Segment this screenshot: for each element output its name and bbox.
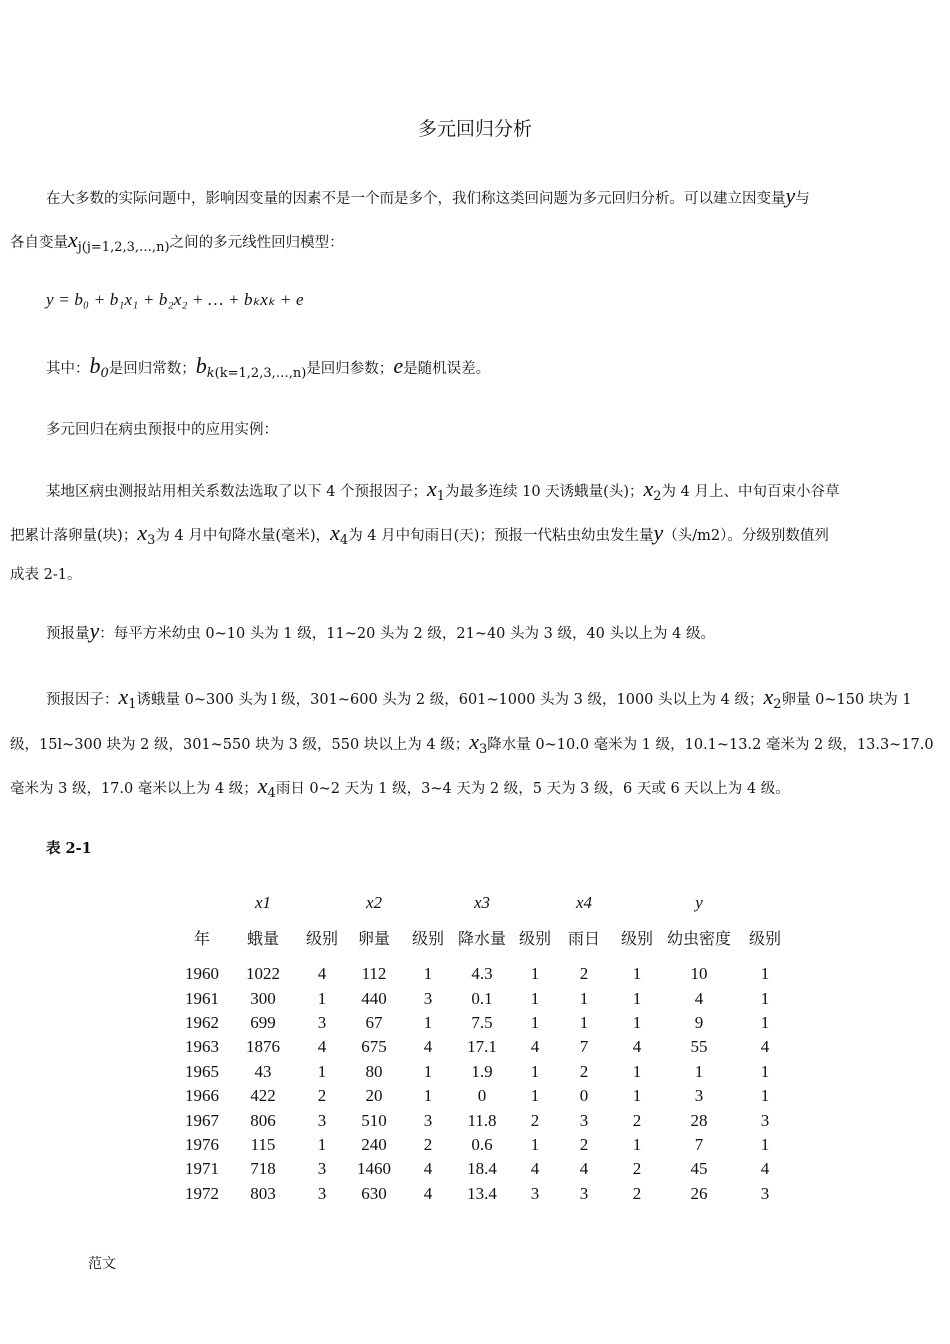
intro-text: 在大多数的实际问题中，影响因变量的因素不是一个而是多个，我们称这类回问题为多元回归分析。可以建立因变量 [46, 191, 786, 207]
example-text: 为 4 月中旬降水量(毫米)， [155, 528, 331, 544]
table-cell: 1 [632, 1061, 642, 1081]
table-cell: 718 [250, 1159, 276, 1179]
table-cell: 4 [579, 1159, 589, 1179]
table-cell: 1 [530, 1134, 540, 1154]
table-cell: 3 [317, 1110, 327, 1130]
table-row [176, 1108, 798, 1132]
table-cell: 440 [361, 988, 387, 1008]
var-bk-subscript: k [206, 366, 215, 381]
intro-text: 各自变量 [10, 235, 68, 251]
table-cell: 7 [694, 1134, 704, 1154]
e-description: 是随机误差。 [403, 361, 491, 377]
table-cell: 2 [632, 1183, 642, 1203]
subscript: 3 [479, 742, 488, 757]
table-cell: 11.8 [467, 1110, 497, 1130]
example-text: 把累计落卵量(块)； [10, 528, 138, 544]
table-cell: 1 [530, 988, 540, 1008]
table-cell [298, 890, 346, 916]
table-cell: 1 [530, 964, 540, 984]
table-cell: 3 [760, 1110, 770, 1130]
example-text: 某地区病虫测报站用相关系数法选取了以下 4 个预报因子； [46, 484, 427, 500]
table-cell: 1 [530, 1061, 540, 1081]
factors-text: 毫米为 3 级，17.0 毫米以上为 4 级； [10, 781, 258, 797]
factors-label: 预报因子： [46, 692, 119, 708]
forecast-line [46, 620, 715, 645]
var-b: b [89, 353, 101, 378]
table-cell: 3 [579, 1110, 589, 1130]
table-cell: 降水量 [457, 929, 506, 948]
table-row [176, 962, 798, 986]
example-text: 为 4 月上、中旬百束小谷草 [661, 484, 840, 500]
table-cell: 4 [423, 1183, 433, 1203]
table-cell: 26 [690, 1183, 708, 1203]
table-cell: 1965 [185, 1061, 219, 1081]
table-cell: 7 [579, 1037, 589, 1057]
table-cell: 1022 [246, 964, 280, 984]
table-cell: 4 [632, 1037, 642, 1057]
factors-text: 级，15l~300 块为 2 级，301~550 块为 3 级，550 块以上为 4 级； [10, 737, 470, 753]
table-cell: 699 [250, 1012, 276, 1032]
table-cell: 1971 [185, 1159, 219, 1179]
example-line-3: 成表 2-1。 [10, 567, 82, 583]
subscript: 3 [147, 533, 156, 548]
table-cell: 1 [317, 1134, 327, 1154]
table-cell: 0 [477, 1086, 487, 1106]
var-b0-subscript: 0 [100, 366, 109, 381]
table-cell: 4 [760, 1037, 770, 1057]
table-cell: 0.1 [471, 988, 493, 1008]
subscript: 1 [128, 697, 137, 712]
example-line-2 [10, 522, 829, 552]
var-b: b [195, 353, 207, 378]
intro-text-end: 之间的多元线性回归模型： [169, 235, 344, 251]
table-cell: 1 [317, 988, 327, 1008]
table-cell [608, 890, 666, 916]
regression-formula: y = b₀ + b₁x₁ + b₂x₂ + … + bₖxₖ + e [46, 290, 304, 309]
factors-line-1 [46, 686, 912, 716]
table-cell: 2 [530, 1110, 540, 1130]
table-cell: 1 [632, 1086, 642, 1106]
table-cell: 1 [632, 988, 642, 1008]
subscript: 2 [773, 697, 782, 712]
table-cell: 2 [423, 1134, 433, 1154]
table-cell: 4 [423, 1159, 433, 1179]
table-cell: 1976 [185, 1134, 219, 1154]
table-row [176, 1157, 798, 1181]
factors-text: 诱蛾量 0~300 头为 l 级，301~600 头为 2 级，601~1000 头为 3 级，1000 头以上为 4 级； [136, 692, 764, 708]
factors-line-3 [10, 775, 790, 805]
table-row [176, 1011, 798, 1035]
table-cell: x1 [254, 893, 272, 912]
factors-text: 降水量 0~10.0 毫米为 1 级，10.1~13.2 毫米为 2 级，13.3~17.0 [487, 737, 934, 753]
table-cell: 1972 [185, 1183, 219, 1203]
definitions-line [46, 355, 490, 385]
table-caption: 表 2-1 [46, 840, 92, 857]
intro-line-2 [10, 229, 344, 259]
table-cell: 4 [317, 964, 327, 984]
table-cell: 级别 [305, 929, 338, 948]
table-cell: x4 [575, 893, 593, 912]
forecast-label: 预报量 [46, 626, 90, 642]
table-cell: y [695, 893, 703, 912]
table-cell: 1 [530, 1086, 540, 1106]
bk-range: (k=1,2,3,…,n) [214, 366, 307, 381]
table-cell: 806 [250, 1110, 276, 1130]
var-e: e [393, 353, 404, 378]
table-cell: 1 [760, 1061, 770, 1081]
table-cell: 卵量 [357, 929, 390, 948]
table-cell: 18.4 [467, 1159, 497, 1179]
table-cell: 4 [317, 1037, 327, 1057]
table-row [176, 1035, 798, 1059]
var-y: y [89, 618, 100, 643]
table-cell: 240 [361, 1134, 387, 1154]
table-cell: 2 [632, 1110, 642, 1130]
table-cell: 1962 [185, 1012, 219, 1032]
table-cell: 4 [423, 1037, 433, 1057]
table-cell: 45 [690, 1159, 708, 1179]
table-cell: 112 [361, 964, 387, 984]
intro-text-end: 与 [795, 191, 810, 207]
table-cell: 3 [423, 988, 433, 1008]
table-cell: 1 [579, 1012, 589, 1032]
footer-text: 范文 [88, 1256, 116, 1272]
table-cell: 2 [579, 1134, 589, 1154]
var-x1: x [426, 476, 437, 501]
table-cell: 2 [579, 1061, 589, 1081]
table-cell: 0.6 [471, 1134, 493, 1154]
table-cell: 1 [632, 964, 642, 984]
table-cell: 3 [317, 1159, 327, 1179]
table-cell: 1 [632, 1134, 642, 1154]
table-row [176, 1084, 798, 1108]
forecast-text: ：每平方米幼虫 0~10 头为 1 级，11~20 头为 2 级，21~40 头为 3 级，40 头以上为 4 级。 [99, 626, 715, 642]
table-cell: 422 [250, 1086, 276, 1106]
table-cell: 7.5 [471, 1012, 493, 1032]
table-cell: 年 [193, 929, 210, 948]
table-cell: 675 [361, 1037, 387, 1057]
var-x2: x [643, 476, 654, 501]
application-heading: 多元回归在病虫预报中的应用实例： [46, 422, 278, 438]
table-cell: 雨日 [567, 929, 600, 948]
var-x4: x [257, 773, 268, 798]
table-cell: 115 [250, 1134, 276, 1154]
table-cell: 1960 [185, 964, 219, 984]
example-line-1 [46, 478, 839, 508]
table-cell: 9 [694, 1012, 704, 1032]
table-cell: 1 [423, 1086, 433, 1106]
table-cell: 1 [760, 964, 770, 984]
table-cell: 510 [361, 1110, 387, 1130]
table-cell: 1 [423, 1061, 433, 1081]
table-cell: 55 [690, 1037, 708, 1057]
table-cell: 28 [690, 1110, 708, 1130]
table-cell: 1 [632, 1012, 642, 1032]
table-row [176, 1133, 798, 1157]
var-x2: x [763, 684, 774, 709]
var-y: y [653, 520, 664, 545]
intro-line-1 [46, 185, 810, 210]
table-cell: 4 [530, 1159, 540, 1179]
table-cell: 级别 [411, 929, 444, 948]
table-cell: 2 [317, 1086, 327, 1106]
table-cell: 17.1 [467, 1037, 497, 1057]
table-cell: 80 [365, 1061, 383, 1081]
var-x3: x [137, 520, 148, 545]
table-cell: 630 [361, 1183, 387, 1203]
table-cell: 3 [579, 1183, 589, 1203]
table-cell: 13.4 [467, 1183, 497, 1203]
subscript: 2 [653, 489, 662, 504]
table-cell: 1.9 [471, 1061, 493, 1081]
table-cell: 3 [423, 1110, 433, 1130]
table-cell: 1460 [357, 1159, 391, 1179]
table-cell: 1 [760, 1012, 770, 1032]
var-y: y [785, 183, 796, 208]
page-title: 多元回归分析 [417, 118, 532, 140]
table-cell: 1963 [185, 1037, 219, 1057]
table-header-row [176, 916, 798, 962]
table-cell: 1 [760, 1086, 770, 1106]
table-cell: 10 [690, 964, 708, 984]
table-cell: 4 [694, 988, 704, 1008]
table-cell: 级别 [620, 929, 653, 948]
b0-description: 是回归常数； [108, 361, 196, 377]
table-cell: 4.3 [471, 964, 493, 984]
table-cell: 1 [423, 964, 433, 984]
table-cell [732, 890, 798, 916]
example-text: 为 4 月中旬雨日(天)；预报一代粘虫幼虫发生量 [348, 528, 654, 544]
var-x3: x [469, 729, 480, 754]
var-x1: x [118, 684, 129, 709]
table-cell: 4 [530, 1037, 540, 1057]
table-cell: 1 [530, 1012, 540, 1032]
table-cell: x2 [365, 893, 383, 912]
table-row [176, 1060, 798, 1084]
table-cell: 3 [317, 1183, 327, 1203]
table-cell: 1 [317, 1061, 327, 1081]
table-cell [510, 890, 560, 916]
example-text: （头/m2）。分级别数值列 [663, 528, 829, 544]
subscript: 4 [267, 786, 276, 801]
table-cell: 1 [760, 988, 770, 1008]
table-cell: 67 [365, 1012, 383, 1032]
table-cell [402, 890, 454, 916]
table-row [176, 986, 798, 1010]
table-cell: 3 [317, 1012, 327, 1032]
table-cell: 3 [694, 1086, 704, 1106]
table-cell: 级别 [748, 929, 781, 948]
table-group-header-row [176, 890, 798, 916]
definitions-label: 其中： [46, 361, 90, 377]
table-cell: 1 [694, 1061, 704, 1081]
table-cell: 幼虫密度 [666, 929, 731, 948]
table-cell: 0 [579, 1086, 589, 1106]
table-cell: 1 [423, 1012, 433, 1032]
var-x: x [68, 227, 78, 252]
table-cell: 3 [530, 1183, 540, 1203]
table-cell: 1967 [185, 1110, 219, 1130]
subscript: 1 [436, 489, 445, 504]
table-cell: 1 [760, 1134, 770, 1154]
factors-line-2 [10, 731, 934, 761]
subscript: 4 [339, 533, 349, 548]
table-cell: 803 [250, 1183, 276, 1203]
table-cell: 蛾量 [246, 929, 279, 948]
table-cell: 1966 [185, 1086, 219, 1106]
table-cell: 1876 [246, 1037, 280, 1057]
table-cell: 20 [365, 1086, 383, 1106]
bk-description: 是回归参数； [306, 361, 394, 377]
table-row [176, 1182, 798, 1206]
table-cell: 43 [254, 1061, 272, 1081]
var-x4: x [330, 520, 340, 545]
table-cell: 3 [760, 1183, 770, 1203]
table-cell: 4 [760, 1159, 770, 1179]
factors-text: 卵量 0~150 块为 1 [781, 692, 912, 708]
table-cell: 1 [579, 988, 589, 1008]
table-cell: 1961 [185, 988, 219, 1008]
table-cell: 2 [579, 964, 589, 984]
table-cell [176, 890, 228, 916]
table-cell: 300 [250, 988, 276, 1008]
table-cell: x3 [473, 893, 491, 912]
data-table [176, 890, 798, 1206]
table-cell: 级别 [518, 929, 551, 948]
var-x-subscript: j(j=1,2,3,…,n) [77, 240, 170, 255]
table-cell: 2 [632, 1159, 642, 1179]
example-text: 为最多连续 10 天诱蛾量(头)； [445, 484, 644, 500]
factors-text: 雨日 0~2 天为 1 级，3~4 天为 2 级，5 天为 3 级，6 天或 6 天以上为 4 级。 [275, 781, 790, 797]
